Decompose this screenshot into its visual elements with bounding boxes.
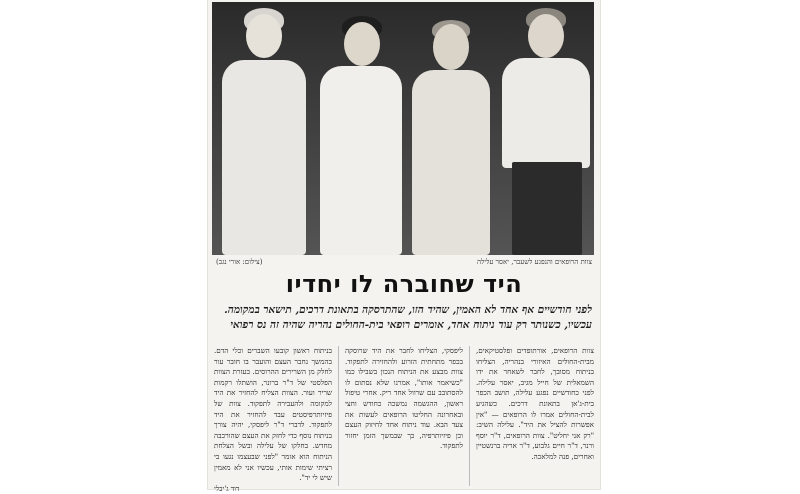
article-column <box>345 346 463 486</box>
column-divider <box>338 346 339 486</box>
column-text: ליפסקי, הצליחו לחבר את היד שרוסקה בכפר מתחתית הזרוע ולהחזירה לתפקוד. צוות מבצע את הניתוח הנכון בשבילו כמו "כשיאמר אותו", אמרנו שלא נסתום לו להסתובב עם שרוול אחד ריק. אחרי טיפול ראשון, ההגשמה נמשכה כחודש וחצי ובאחרונה החליטו הרופאים לעשות את צעד הבא. עוד ניתוח אחד לחיזוק העצם וכן פיזיותרפיה, כך שבמשך הזמן יחזור לתפקוד. <box>345 346 463 451</box>
article-lead: לפני חודשיים אף אחד לא האמין, שהיד הזו, שהתרסקה בתאונת דרכים, תישאר במקומה. עכשיו, כשנותר רק עוד ניתוח אחד, אומרים רופאי בית-החולים נהריה שהיה זה נס רפואי <box>224 304 592 331</box>
person-figure <box>408 2 492 255</box>
photo-credit: (צילום: אורי נגב) <box>216 258 263 266</box>
newspaper-clipping <box>208 0 600 493</box>
photo-caption <box>216 258 592 266</box>
article-column <box>214 346 332 493</box>
article-column <box>476 346 594 486</box>
column-text: בניתוח ראשון קובעו השברים וכלי הדם. בהמשך נחבר העצם והועבר בו חובר עור לחלק מן השרירים ההרוסים. בעזרת הצוות הפלסטי של ד"ר ברונר, הושתלו רקמות שריר ועור. הצוות הצליח להחזיר את היד למקומה ולהעבירה לתפקוד. צוות של פיזיותרפיסטים עבד להחזיר את היד לתפקוד. לדברי ד"ר ליפסקי, יהיה צורך בניתוח נוסף כדי לחזק את העצם שהורכבה מחדש. בחלקו של עלילה ובשל הצלחת הניתוח הוא אומר "לפני שבעצמו נגעו בי רציתי שימות אותי, עכשיו אני לא מאמין שיש לי יד". <box>214 346 332 483</box>
author-signature: דוד ג'יבלי <box>214 484 240 493</box>
article-headline: היד שחוברה לו יחדיו <box>285 270 523 298</box>
person-figure <box>218 2 310 255</box>
article-body <box>214 346 594 493</box>
column-divider <box>469 346 470 486</box>
group-photo <box>212 2 594 255</box>
caption-names: צוות הרופאים והנפגע לשעבר, יאסר עלילה <box>476 258 592 266</box>
column-text: צוות הרופאים, אורתופדים ופלסטיקאים, מבית-החולים האיזורי בנהריה, הצליחו בניתוח מסובך, לחבר לשאחר את ידו השמאלית של חייל מגיב, יאסר עלילה. לפני כחודשיים נפגע עלילה, תושב הכפר בית-ג'אן בתאונת דרכים. כשהגיע לבית-החולים אמרו לו הרופאים — "אין אפשרות להציל את היד". עלילה השיב: "רק אני יחליט". צוות הרופאים, ד"ר יוסף ורנר, ד"ר חיים גלבוע, ד"ר אריה ברנשטיין ואחרים, פנה למלאכה. <box>476 346 594 461</box>
person-figure <box>318 2 404 255</box>
person-figure <box>496 2 592 255</box>
